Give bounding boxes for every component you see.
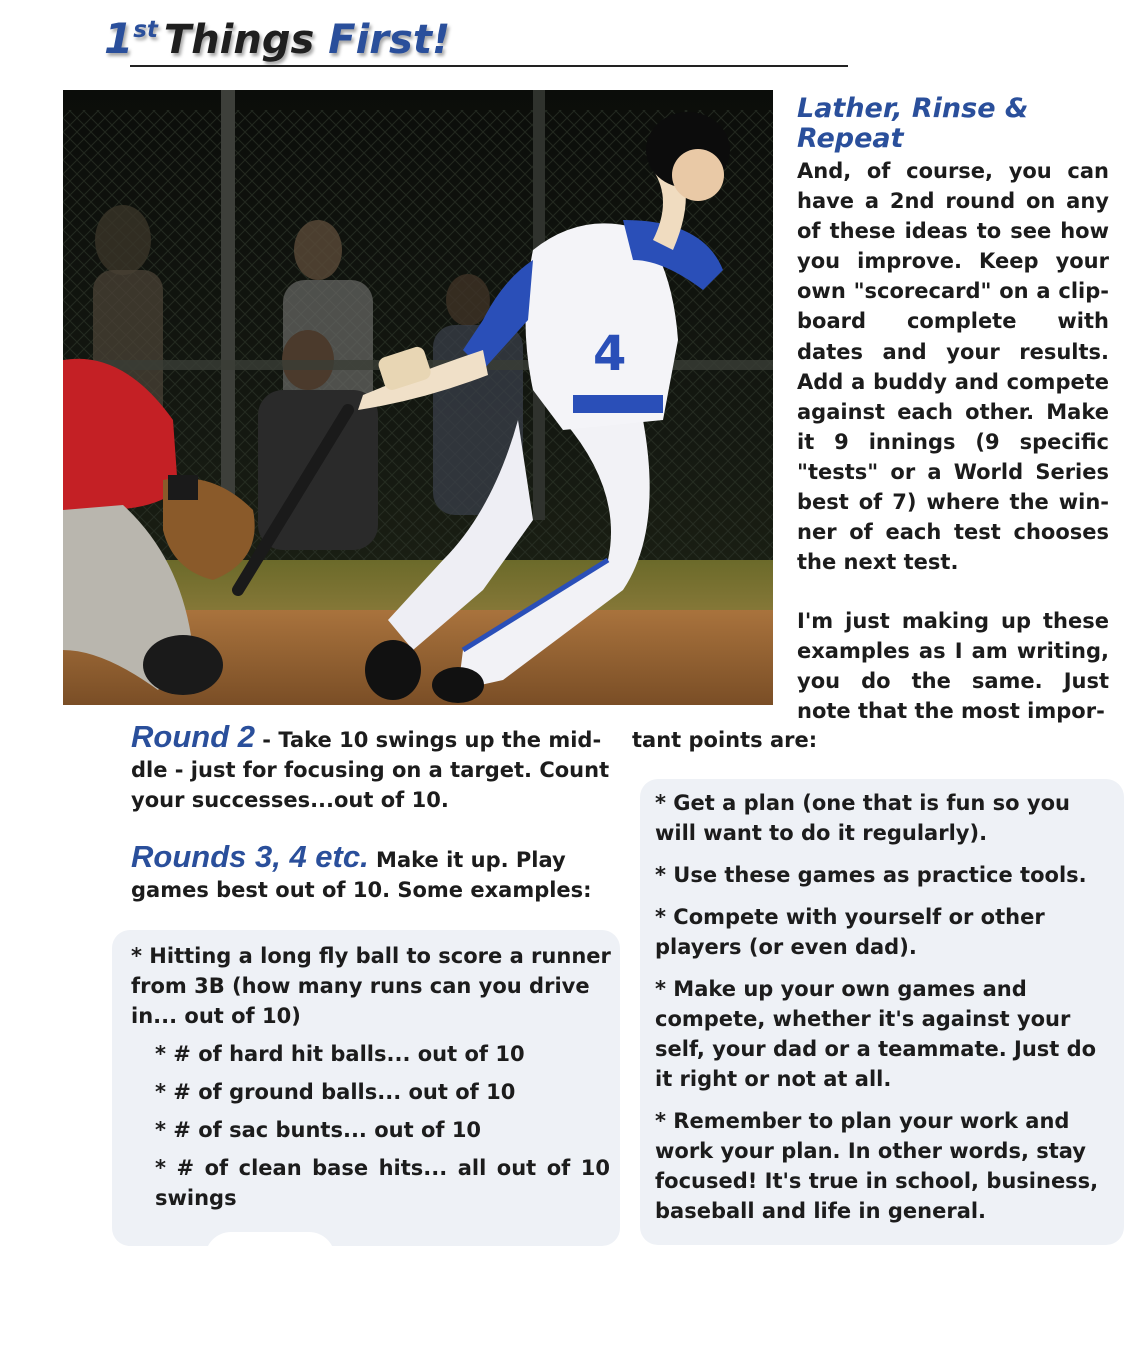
points-box	[640, 779, 1124, 1245]
sidebar-paragraph-1: And, of course, you can have a 2nd round on any of these ideas to see how you improve. Keep your own "scorecard" on a clip-board complete with dates and your results. Add a buddy and compete against each other. Make it 9 innings (9 specific "tests" or a World Series best of 7) where the win-ner of each test chooses the next test.	[797, 159, 1109, 575]
jersey-number: 4	[593, 326, 627, 382]
points-list	[655, 788, 1110, 1238]
list-item: * Get a plan (one that is fun so you will want to do it regularly).	[655, 791, 1070, 845]
rounds-3-4-label: Rounds 3, 4 etc.	[131, 839, 369, 874]
list-item: * Remember to plan your work and work your plan. In other words, stay focused! It's true in school, business, baseball and life in general.	[655, 1109, 1099, 1223]
rounds-3-4-text: Make it up. Play games best out of 10. Some examples:	[131, 848, 592, 902]
rounds-3-4-paragraph	[131, 839, 611, 905]
examples-box	[112, 930, 620, 1246]
list-item: * Compete with yourself or other players (or even dad).	[655, 905, 1045, 959]
sidebar-paragraph-2: I'm just making up these examples as I am writing, you do the same. Just note that the most impor-	[797, 609, 1109, 724]
title-ordinal: st	[133, 17, 158, 43]
examples-intro: * Hitting a long fly ball to score a runner from 3B (how many runs can you drive in... out of 10)	[131, 944, 611, 1028]
box-notch	[205, 1232, 335, 1258]
round-2-text: - Take 10 swings up the mid-dle - just for focusing on a target. Count your successes...out of 10.	[131, 728, 610, 812]
title-word-first: First!	[328, 17, 451, 63]
title-rule	[130, 65, 848, 67]
list-item: * Make up your own games and compete, whether it's against your self, your dad or a teammate. Just do it right or not at all.	[655, 977, 1097, 1091]
round-2-paragraph	[131, 719, 611, 815]
list-item: * Use these games as practice tools.	[655, 863, 1087, 887]
examples-list	[155, 1039, 610, 1221]
title-number: 1	[104, 14, 134, 63]
sidebar-paragraph-2-tail: tant points are:	[632, 728, 818, 752]
baseball-photo	[63, 90, 773, 705]
list-item: * # of clean base hits... all out of 10 swings	[155, 1156, 610, 1210]
page-title	[104, 14, 451, 63]
round-2-label: Round 2	[131, 719, 255, 754]
list-item: * # of sac bunts... out of 10	[155, 1118, 482, 1142]
list-item: * # of hard hit balls... out of 10	[155, 1042, 525, 1066]
sidebar-heading: Lather, Rinse & Repeat	[797, 93, 1029, 154]
list-item: * # of ground balls... out of 10	[155, 1080, 516, 1104]
title-word-things: Things	[163, 17, 315, 63]
